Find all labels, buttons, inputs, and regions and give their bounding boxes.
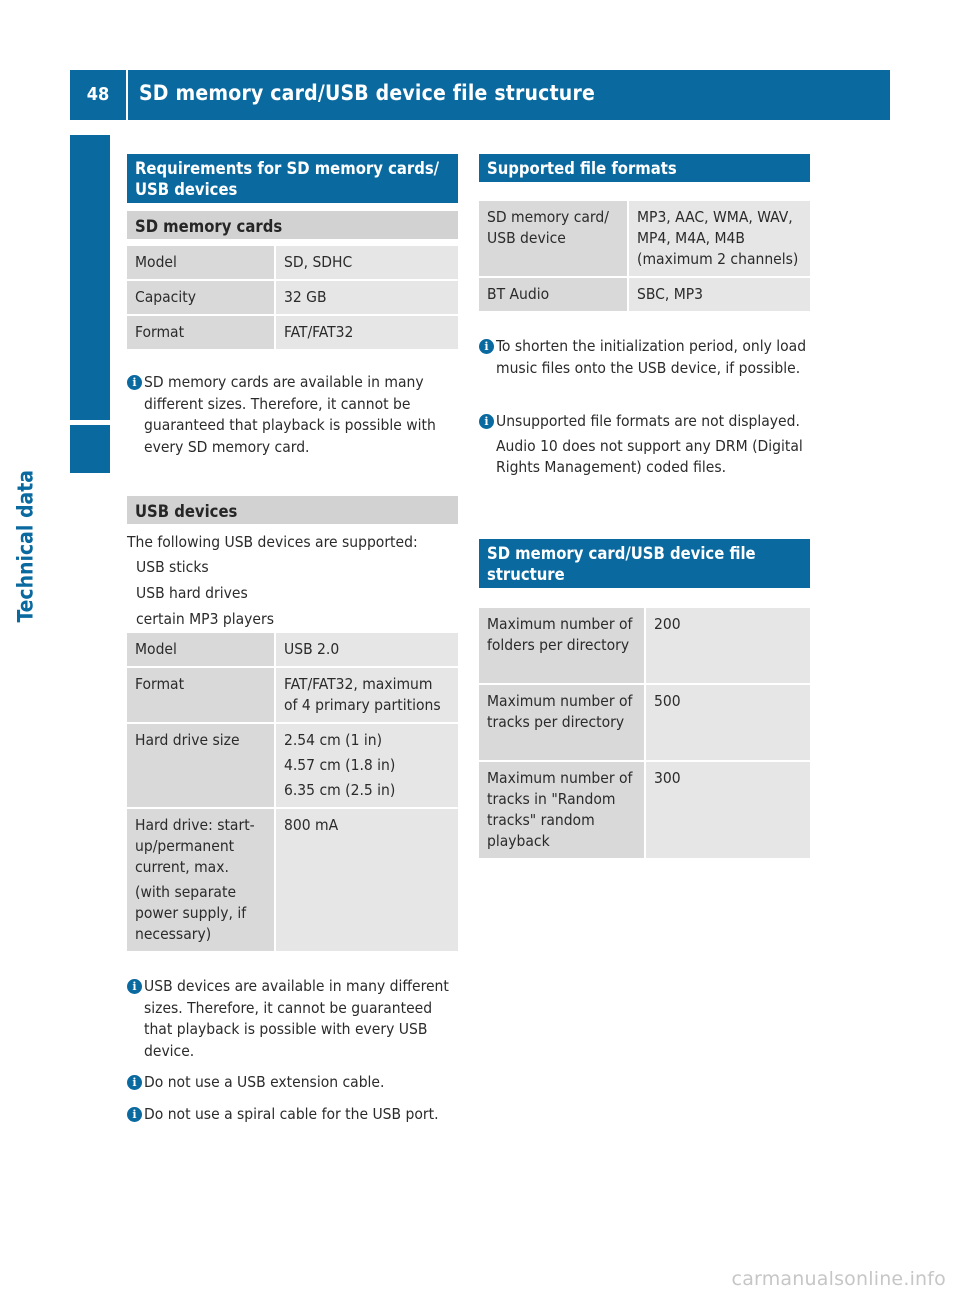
- note-text: USB devices are available in many different sizes. Therefore, it cannot be guaranteed that playback is possible with every USB device.: [144, 977, 449, 1060]
- table-row: [127, 724, 458, 809]
- info-icon: i: [127, 1107, 142, 1122]
- table-key: Format: [127, 316, 274, 351]
- supported-formats-table: [479, 201, 810, 313]
- table-key: Maximum number of tracks per directory: [479, 685, 644, 762]
- sd-card-note: [127, 372, 463, 458]
- table-key: Maximum number of folders per directory: [479, 608, 644, 685]
- table-value-text: SD, SDHC: [284, 253, 353, 271]
- info-icon: i: [127, 1075, 142, 1090]
- table-value: [274, 633, 458, 668]
- table-key-text: (with separate power supply, if necessary): [135, 883, 247, 943]
- list-item: [127, 581, 418, 607]
- sd-cards-heading: SD memory cards: [127, 211, 458, 239]
- side-tab-marker: [70, 425, 110, 473]
- watermark: carmanualsonline.info: [731, 1268, 946, 1290]
- table-value-text: FAT/FAT32, maximum of 4 primary partitions: [284, 675, 441, 714]
- table-row: [479, 762, 810, 860]
- info-icon: i: [127, 375, 142, 390]
- table-value-text: 2.54 cm (1 in): [284, 731, 383, 749]
- table-value-text: FAT/FAT32: [284, 323, 354, 341]
- table-key: [127, 809, 274, 953]
- table-value: 500: [644, 685, 810, 762]
- usb-supported-list: [127, 530, 418, 633]
- table-key-text: Hard drive: start-up/permanent current, max.: [135, 816, 255, 876]
- note-text: Do not use a USB extension cable.: [144, 1073, 385, 1091]
- table-key: [127, 633, 274, 668]
- list-item-text: certain MP3 players: [136, 610, 274, 628]
- table-row: [127, 633, 458, 668]
- table-value: [274, 316, 458, 351]
- table-row: [127, 281, 458, 316]
- requirements-heading: Requirements for SD memory cards/ USB devices: [127, 154, 458, 203]
- usb-intro: The following USB devices are supported:: [127, 533, 418, 551]
- page-header: [128, 70, 890, 120]
- side-tab-bar: [70, 135, 110, 420]
- table-value: SBC, MP3: [627, 278, 810, 313]
- table-value: [274, 668, 458, 724]
- table-key-text: Format: [135, 675, 185, 693]
- table-row: [127, 809, 458, 953]
- table-key: Maximum number of tracks in "Random tracks" random playback: [479, 762, 644, 860]
- page-title: SD memory card/USB device file structure: [139, 81, 595, 105]
- list-item: [127, 607, 418, 633]
- note-text: Unsupported file formats are not displayed.: [496, 412, 800, 430]
- table-row: [127, 246, 458, 281]
- table-row: [479, 685, 810, 762]
- note-text: SD memory cards are available in many different sizes. Therefore, it cannot be guaranteed that playback is possible with every SD memory card.: [144, 373, 436, 456]
- table-row: [479, 278, 810, 313]
- usb-extension-note: [127, 1072, 463, 1094]
- note-text: Do not use a spiral cable for the USB port.: [144, 1105, 439, 1123]
- table-row: [479, 608, 810, 685]
- sd-card-table: [127, 246, 458, 351]
- table-key: [127, 668, 274, 724]
- file-structure-table: [479, 608, 810, 860]
- table-value-text: USB 2.0: [284, 640, 340, 658]
- usb-spiral-note: [127, 1104, 467, 1126]
- initialization-note: [479, 336, 809, 379]
- info-icon: i: [479, 414, 494, 429]
- usb-size-note: [127, 976, 463, 1062]
- table-key: Capacity: [127, 281, 274, 316]
- table-row: [127, 316, 458, 351]
- table-value: [274, 246, 458, 281]
- drm-note-text: Audio 10 does not support any DRM (Digital Rights Management) coded files.: [496, 436, 803, 476]
- info-icon: i: [479, 339, 494, 354]
- table-value: [274, 809, 458, 953]
- unsupported-formats-note: [479, 411, 817, 479]
- table-key-text: Hard drive size: [135, 731, 240, 749]
- table-value: 200: [644, 608, 810, 685]
- list-item-text: USB hard drives: [136, 584, 248, 602]
- table-key: [127, 724, 274, 809]
- table-key: Model: [127, 246, 274, 281]
- table-value-text: 32 GB: [284, 288, 327, 306]
- table-value: 300: [644, 762, 810, 860]
- table-key: BT Audio: [479, 278, 627, 313]
- info-icon: i: [127, 979, 142, 994]
- side-tab-label: Technical data: [13, 470, 38, 623]
- file-structure-heading: SD memory card/USB device file structure: [479, 539, 810, 588]
- side-tab: [13, 470, 110, 650]
- table-key: SD memory card/ USB device: [479, 201, 627, 278]
- page-number-box: [70, 70, 126, 120]
- list-item-text: USB sticks: [136, 558, 209, 576]
- list-item: [127, 555, 418, 581]
- page-number: 48: [86, 84, 110, 105]
- table-value-text: 4.57 cm (1.8 in): [284, 756, 396, 774]
- table-value: [274, 724, 458, 809]
- usb-device-table: [127, 633, 458, 953]
- note-text: To shorten the initialization period, only load music files onto the USB device, if possible.: [496, 337, 807, 377]
- table-row: [479, 201, 810, 278]
- table-value: [274, 281, 458, 316]
- supported-formats-heading: Supported file formats: [479, 154, 810, 182]
- table-row: [127, 668, 458, 724]
- table-key-text: Model: [135, 640, 177, 658]
- table-value-text: 6.35 cm (2.5 in): [284, 781, 396, 799]
- table-value: MP3, AAC, WMA, WAV, MP4, M4A, M4B (maximum 2 channels): [627, 201, 810, 278]
- table-value-text: 800 mA: [284, 816, 339, 834]
- usb-devices-heading: USB devices: [127, 496, 458, 524]
